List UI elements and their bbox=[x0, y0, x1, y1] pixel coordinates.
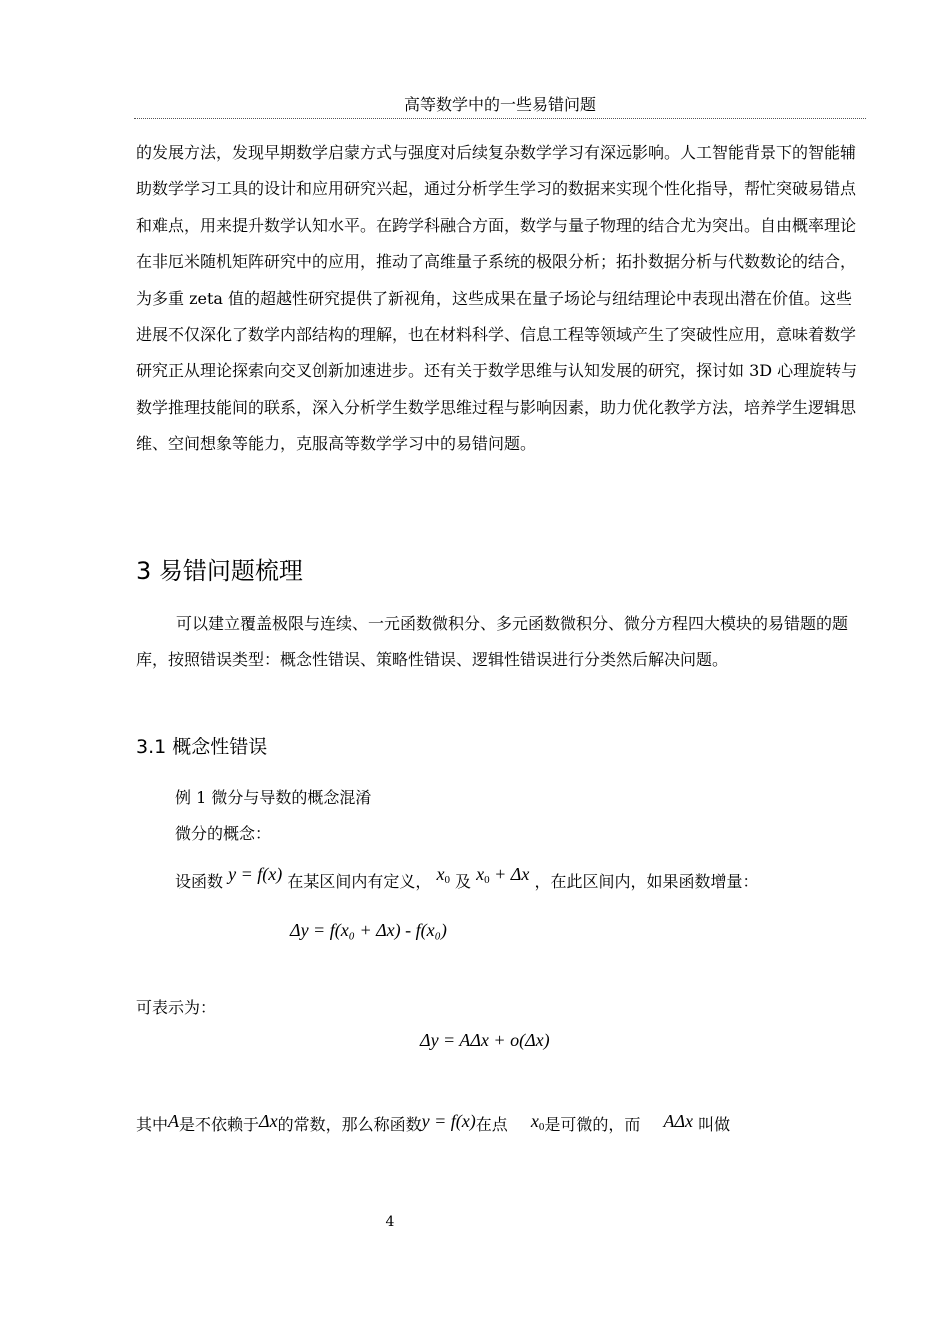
formula-x0-2: $x_0$ bbox=[530, 1111, 545, 1133]
def-text-4: ，在此区间内，如果函数增量： bbox=[534, 872, 759, 891]
formula-y-eq-fx-2: y = f(x) bbox=[421, 1111, 476, 1131]
def-text-3: 及 bbox=[455, 872, 472, 891]
formula-x0: $x_0$ bbox=[436, 864, 450, 886]
formula-A: A bbox=[168, 1111, 180, 1131]
subsection-heading: 3.1 概念性错误 bbox=[136, 736, 268, 758]
formula-y-eq-fx: y = f(x) bbox=[228, 864, 283, 884]
differential-formula: Δy = AΔx + o(Δx) bbox=[420, 1030, 550, 1050]
formula-delta-x: Δx bbox=[259, 1111, 278, 1131]
can-express-text: 可表示为： bbox=[136, 998, 217, 1017]
where-text-3: 的常数，那么称函数 bbox=[277, 1115, 422, 1134]
example-title: 例 1 微分与导数的概念混淆 bbox=[175, 788, 372, 807]
where-text-1: 其中 bbox=[136, 1115, 169, 1134]
where-text-6: 叫做 bbox=[698, 1115, 731, 1134]
where-text-4: 在点 bbox=[475, 1115, 508, 1134]
page-number: 4 bbox=[385, 1214, 395, 1230]
formula-x0-plus-dx: $x_0 + \Delta x$ bbox=[476, 864, 530, 886]
page-header: 高等数学中的一些易错问题 bbox=[134, 95, 866, 119]
section-intro: 可以建立覆盖极限与连续、一元函数微积分、多元函数微积分、微分方程四大模块的易错题的题库，按照错误类型：概念性错误、策略性错误、逻辑性错误进行分类然后解决问题。 bbox=[136, 614, 849, 670]
body-paragraph: 的发展方法，发现早期数学启蒙方式与强度对后续复杂数学学习有深远影响。人工智能背景下的智能辅助数学学习工具的设计和应用研究兴起，通过分析学生学习的数据来实现个性化指导，帮忙突破易错点和难点，用来提升数学认知水平。在跨学科融合方面，数学与量子物理的结合尤为突出。自由概率理论在非厄米随机矩阵研究中的应用，推动了高维量子系统的极限分析；拓扑数据分析与代数数论的结合，为多重 zeta 值的超越性研究提供了新视角，这些成果在量子场论与纽结理论中表现出潜在价值。这些进展不仅深化了数学内部结构的理解，也在材料科学、信息工程等领域产生了突破性应用，意味着数学研究正从理论探索向交叉创新加速进步。还有关于数学思维与认知发展的研究，探讨如 3D 心理旋转与数学推理技能间的联系，深入分析学生数学思维过程与影响因素，助力优化教学方法，培养学生逻辑思维、空间想象等能力，克服高等数学学习中的易错问题。 bbox=[136, 143, 858, 454]
section-heading: 3 易错问题梳理 bbox=[136, 557, 303, 585]
formula-A-delta-x: AΔx bbox=[663, 1111, 694, 1131]
where-text-5: 是可微的，而 bbox=[544, 1115, 641, 1134]
definition-line bbox=[175, 864, 759, 899]
where-text-2: 是不依赖于 bbox=[179, 1115, 260, 1134]
def-text-2: 在某区间内有定义， bbox=[287, 872, 432, 891]
concept-label: 微分的概念： bbox=[175, 824, 272, 843]
where-line bbox=[136, 1112, 730, 1142]
def-text-1: 设函数 bbox=[175, 872, 224, 891]
increment-formula: Δy = f(x₀ + Δx) - f(x₀) bbox=[290, 920, 447, 940]
